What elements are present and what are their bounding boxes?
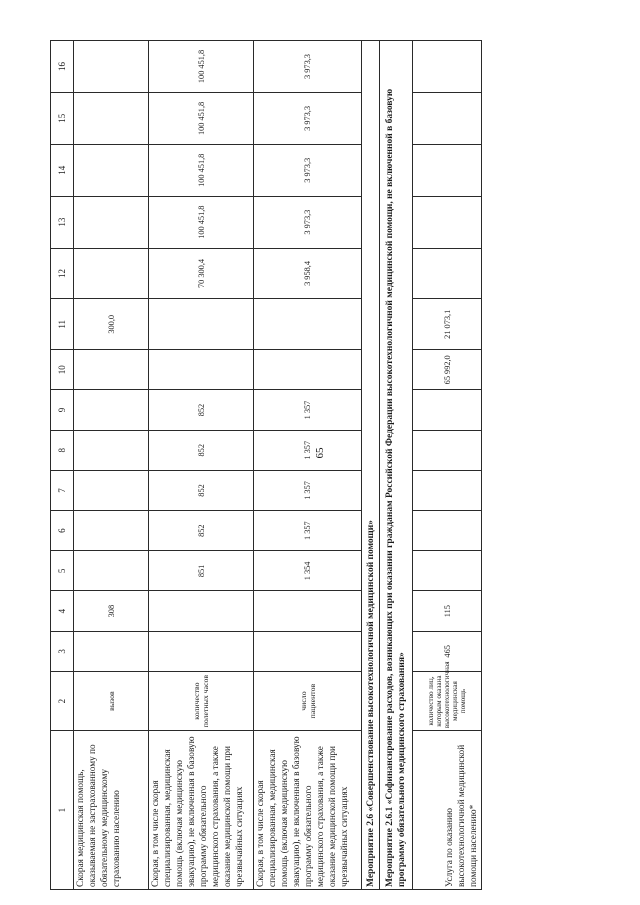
- table-cell: [74, 41, 149, 93]
- column-header: 11: [51, 299, 74, 350]
- table-cell: 3 973,3: [254, 144, 362, 196]
- table-cell: [74, 470, 149, 510]
- column-header: 4: [51, 591, 74, 631]
- table-cell: [413, 470, 482, 510]
- row-unit: число пациентов: [254, 671, 362, 730]
- section-title: Мероприятие 2.6 «Совершенствование высокотехнологичной медицинской помощи»: [362, 41, 380, 890]
- column-header: 14: [51, 144, 74, 196]
- table-cell: 1 354: [254, 551, 362, 591]
- table-cell: 300,0: [74, 299, 149, 350]
- section-row: [362, 41, 380, 890]
- table-cell: 3 973,3: [254, 92, 362, 144]
- table-cell: 100 451,8: [149, 92, 254, 144]
- column-header: 7: [51, 470, 74, 510]
- table-cell: 100 451,8: [149, 41, 254, 93]
- table-cell: [254, 350, 362, 390]
- table-cell: [74, 350, 149, 390]
- table-cell: [413, 551, 482, 591]
- table-cell: [74, 248, 149, 299]
- row-unit: количество лиц, которым оказана высокотехнологичная медицинская помощь: [413, 671, 482, 730]
- column-header: 3: [51, 631, 74, 671]
- table-cell: 851: [149, 551, 254, 591]
- table-cell: 852: [149, 430, 254, 470]
- table-cell: 1 357: [254, 511, 362, 551]
- table-cell: [254, 591, 362, 631]
- table-cell: 70 300,4: [149, 248, 254, 299]
- column-header: 12: [51, 248, 74, 299]
- rotated-table-container: [50, 40, 479, 890]
- table-cell: [74, 390, 149, 430]
- row-name: Скорая, в том числе скорая специализированная, медицинская помощь (включая медицинскую эвакуацию), не включенная в базовую программу обязательного медицинского страхования, а также оказание медицинской помощи при чрезвычайных ситуациях: [149, 731, 254, 890]
- table-cell: 852: [149, 470, 254, 510]
- page-number: 65: [314, 447, 326, 459]
- table-cell: 21 073,1: [413, 299, 482, 350]
- row-unit: количество полетных часов: [149, 671, 254, 730]
- table-cell: [413, 196, 482, 248]
- row-name: Услуга по оказанию высокотехнологичной медицинской помощи населению*: [413, 731, 482, 890]
- table-cell: [413, 430, 482, 470]
- subsection-title: Мероприятие 2.6.1 «Софинансирование расходов, возникающих при оказании гражданам Российской Федерации высокотехнологичной медицинской помощи, не включенной в базовую программу обязательного медицинского страхования»: [380, 41, 413, 890]
- table-cell: 3 973,3: [254, 41, 362, 93]
- table-cell: [254, 631, 362, 671]
- table-cell: [413, 144, 482, 196]
- table-cell: [74, 144, 149, 196]
- column-header: 1: [51, 731, 74, 890]
- table-cell: [413, 41, 482, 93]
- table-cell: [74, 430, 149, 470]
- column-header: 5: [51, 551, 74, 591]
- table-row: [254, 41, 362, 890]
- row-name: Скорая, в том числе скорая специализированная, медицинская помощь (включая медицинскую эвакуацию), не включенная в базовую программу обязательного медицинского страхования, а также оказание медицинской помощи при чрезвычайных ситуациях: [254, 731, 362, 890]
- column-header: 10: [51, 350, 74, 390]
- table-cell: [74, 551, 149, 591]
- table-cell: 3 973,3: [254, 196, 362, 248]
- table-cell: 115: [413, 591, 482, 631]
- subsection-row: [380, 41, 413, 890]
- table-cell: 100 451,8: [149, 196, 254, 248]
- table-cell: [74, 631, 149, 671]
- table-cell: [74, 196, 149, 248]
- table-cell: 100 451,8: [149, 144, 254, 196]
- table-cell: [413, 92, 482, 144]
- table-cell: [149, 631, 254, 671]
- table-cell: [413, 390, 482, 430]
- table-row: [74, 41, 149, 890]
- program-table: [50, 40, 482, 890]
- column-header: 15: [51, 92, 74, 144]
- table-cell: 852: [149, 511, 254, 551]
- table-row: [413, 41, 482, 890]
- table-cell: [149, 350, 254, 390]
- table-cell: 465: [413, 631, 482, 671]
- column-header: 9: [51, 390, 74, 430]
- row-unit: вызов: [74, 671, 149, 730]
- table-cell: [254, 299, 362, 350]
- table-cell: [149, 591, 254, 631]
- table-cell: 852: [149, 390, 254, 430]
- column-header: 16: [51, 41, 74, 93]
- column-header: 2: [51, 671, 74, 730]
- table-cell: [149, 299, 254, 350]
- table-cell: [74, 92, 149, 144]
- table-cell: [413, 511, 482, 551]
- table-cell: 1 357: [254, 470, 362, 510]
- table-cell: 65 992,0: [413, 350, 482, 390]
- column-header: 8: [51, 430, 74, 470]
- table-cell: 3 958,4: [254, 248, 362, 299]
- column-header: 6: [51, 511, 74, 551]
- table-cell: 1 357: [254, 430, 362, 470]
- table-cell: 1 357: [254, 390, 362, 430]
- table-cell: [74, 511, 149, 551]
- table-cell: [413, 248, 482, 299]
- row-name: Скорая медицинская помощь, оказываемая не застрахованному по обязательному медицинскому страхованию населению: [74, 731, 149, 890]
- header-row: [51, 41, 74, 890]
- table-row: [149, 41, 254, 890]
- column-header: 13: [51, 196, 74, 248]
- table-cell: 308: [74, 591, 149, 631]
